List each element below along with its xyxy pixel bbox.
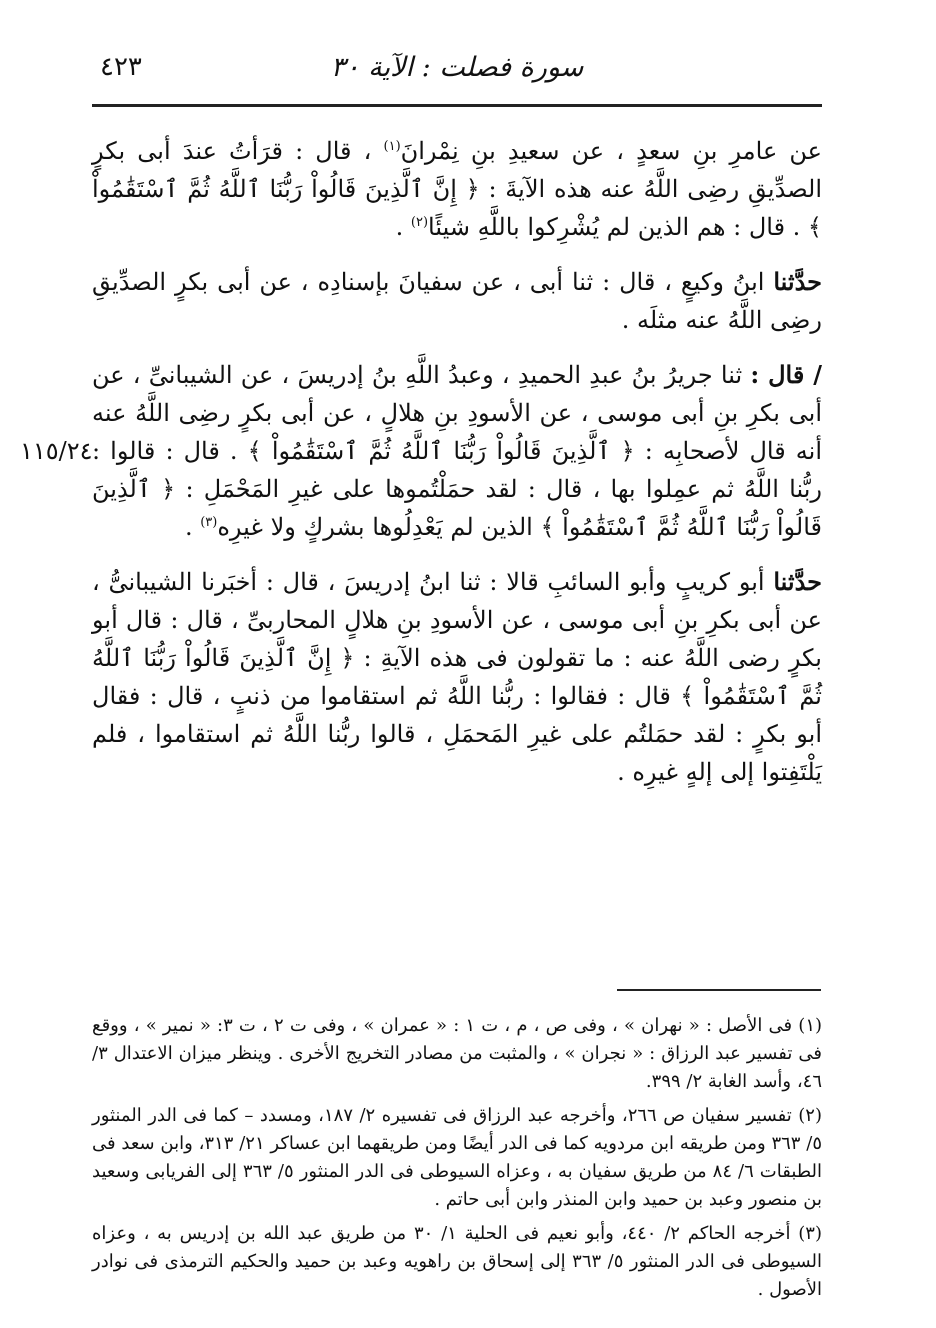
footnote-marker: (٣) — [200, 515, 218, 530]
paragraph-text: . — [395, 213, 411, 241]
paragraph-2 — [92, 263, 822, 339]
paragraph-text: عن عامرِ بنِ سعدٍ ، عن سعيدِ بنِ نِمْرانَ — [400, 137, 822, 165]
footnote-3: (٣) أخرجه الحاكم ٢/ ٤٤٠، وأبو نعيم فى الحلية ١/ ٣٠ من طريق عبد الله بن إدريس به ، وعزاه السيوطى فى الدر المنثور ٥/ ٣٦٣ إلى إسحاق بن راهويه وعبد بن حميد والحكيم الترمذى فى نوادر الأصول . — [92, 1223, 822, 1300]
main-text — [92, 132, 822, 808]
header-rule — [92, 104, 822, 107]
paragraph-3 — [92, 356, 822, 546]
paragraph-lead: حدَّثنا — [773, 267, 822, 296]
paragraph-4 — [92, 563, 822, 791]
margin-reference: ١١٥/٢٤ — [20, 437, 93, 465]
paragraph-1 — [92, 132, 822, 246]
footnote-2: (٢) تفسير سفيان ص ٢٦٦، وأخرجه عبد الرزاق فى تفسيره ٢/ ١٨٧، ومسدد – كما فى الدر المنثور ٥/ ٣٦٣ ومن طريقه ابن مردويه كما فى الدر أيضًا ومن طريقهما ابن عساكر ٢١/ ٣١٣، وابن سعد فى الطبقات ٦/ ٨٤ من طريق سفيان به ، وعزاه السيوطى فى الدر المنثور ٥/ ٣٦٣ إلى الفريابى وسعيد بن منصور وعبد بن حميد وابن المنذر وابن أبى حاتم . — [92, 1105, 822, 1210]
footnote-separator — [617, 989, 821, 991]
footnote-marker: (١) — [383, 139, 401, 154]
footnote-marker: (٢) — [410, 215, 429, 230]
paragraph-text: ، قال : قرَأتُ عندَ أبى بكرٍ الصدِّيقِ رضِى اللَّهُ عنه هذه الآيةَ : ﴿ إِنَّ ٱلَّذِينَ قَالُواْ رَبُّنَا ٱللَّهُ ثُمَّ ٱسْتَقَٰمُواْ ﴾ . قال : هم الذين لم يُشْرِكوا باللَّهِ شيئًا — [92, 137, 822, 241]
footnotes — [92, 1012, 822, 1310]
paragraph-text: أبو كريبٍ وأبو السائبِ قالا : ثنا ابنُ إدريسَ ، قال : أخبَرنا الشيبانىُّ ، عن أبى بكرِ بنِ أبى موسى ، عن الأسودِ بنِ هلالٍ المحاربىِّ ، قال : قال أبو بكرٍ رضى اللَّهُ عنه : ما تقولون فى هذه الآيةِ : ﴿ إِنَّ ٱلَّذِينَ قَالُواْ رَبُّنَا ٱللَّهُ ثُمَّ ٱسْتَقَٰمُواْ ﴾ قال : فقالوا : ربُّنا اللَّهُ ثم استقاموا من ذنبٍ ، قال : فقال أبو بكرٍ : لقد حمَلتُم على غيرِ المَحمَلِ ، قالوا ربُّنا اللَّهُ ثم استقاموا ، فلم يَلْتَفِتوا إلى إلهٍ غيرِه . — [92, 568, 822, 786]
paragraph-text: ثنا جريرُ بنُ عبدِ الحميدِ ، وعبدُ اللَّهِ بنُ إدريسَ ، عن الشيبانىِّ ، عن أبى بكرِ بنِ أبى موسى ، عن الأسودِ بنِ هلالٍ ، عن أبى بكرٍ رضِى اللَّهُ عنه أنه قال لأصحابِه : ﴿ ٱلَّذِينَ قَالُواْ رَبُّنَا ٱللَّهُ ثُمَّ ٱسْتَقَٰمُواْ ﴾ . قال : قالوا : ربُّنا اللَّهُ ثم عمِلوا بها ، قال : لقد حمَلْتُموها على غيرِ المَحْمَلِ : ﴿ ٱلَّذِينَ قَالُواْ رَبُّنَا ٱللَّهُ ثُمَّ ٱسْتَقَٰمُواْ ﴾ الذين لم يَعْدِلُوها بشركٍ ولا غيرِه — [92, 361, 822, 541]
page-header — [92, 48, 822, 96]
paragraph-text: . — [184, 513, 201, 541]
paragraph-lead: حدَّثنا — [773, 567, 822, 596]
page-number: ٤٢٣ — [100, 52, 142, 82]
paragraph-lead: / قال : — [750, 360, 823, 389]
running-title: سورة فصلت : الآية ٣٠ — [330, 52, 584, 83]
footnote-1: (١) فى الأصل : « نهران » ، وفى ص ، م ، ت ١ : « عمران » ، وفى ت ٢ ، ت ٣: « نمير » ، ووقع فى تفسير عبد الرزاق : « نجران » ، والمثبت من مصادر التخريج الأخرى . وينظر ميزان الاعتدال ٣/ ٤٦، وأسد الغابة ٢/ ٣٩٩. — [92, 1015, 823, 1092]
paragraph-text: ابنُ وكيعٍ ، قال : ثنا أبى ، عن سفيانَ بإسنادِه ، عن أبى بكرٍ الصدِّيقِ رضِى اللَّهُ عنه مثلَه . — [92, 268, 822, 334]
